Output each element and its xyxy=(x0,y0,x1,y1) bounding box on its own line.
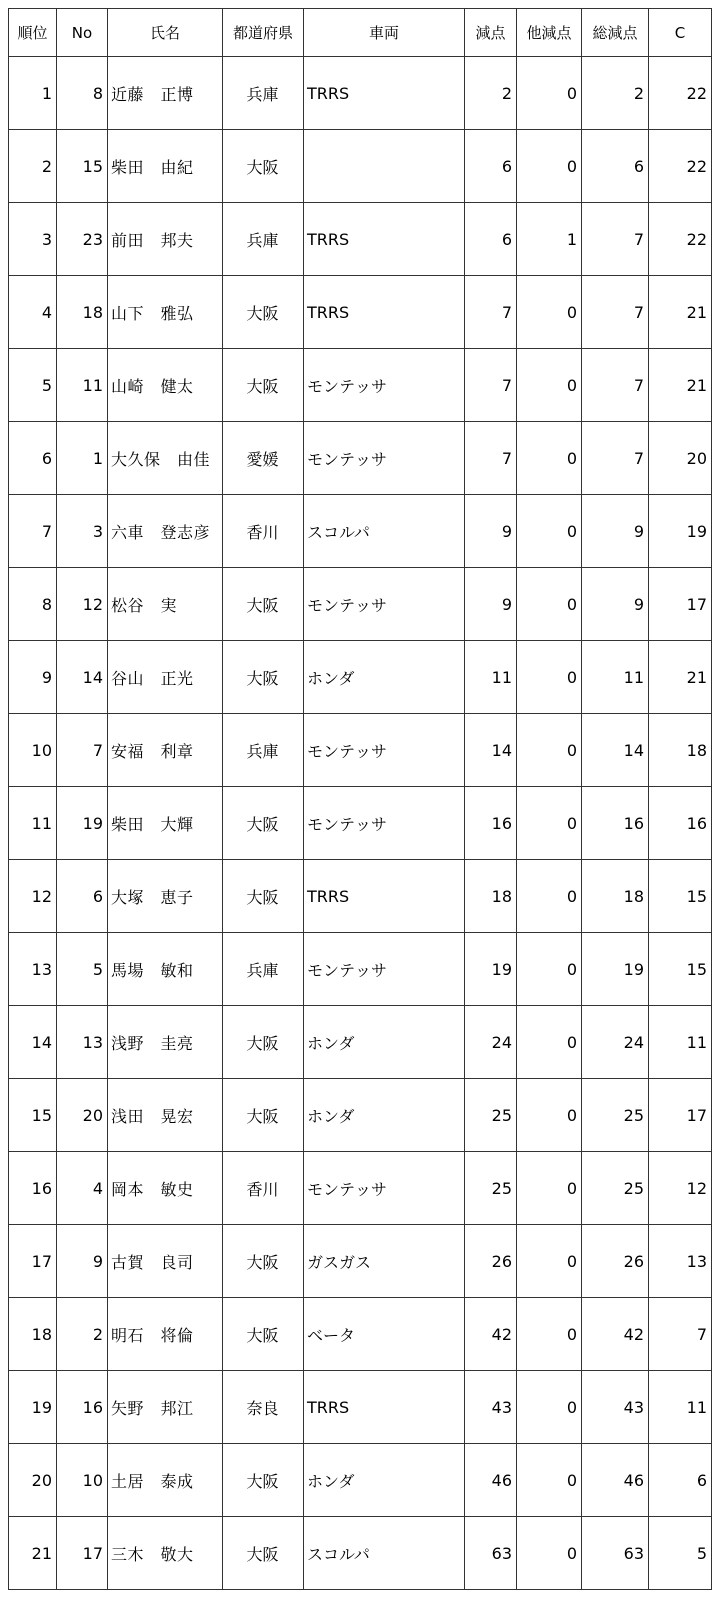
cell-rank: 8 xyxy=(9,568,57,641)
cell-rank: 16 xyxy=(9,1152,57,1225)
cell-deduction: 14 xyxy=(465,714,517,787)
cell-total-deduction: 7 xyxy=(582,203,649,276)
cell-other-deduction: 0 xyxy=(517,495,582,568)
cell-c: 18 xyxy=(649,714,712,787)
header-other-deduction: 他減点 xyxy=(517,9,582,57)
table-body xyxy=(9,57,712,1590)
table-row xyxy=(9,1225,712,1298)
table-row xyxy=(9,787,712,860)
table-row xyxy=(9,568,712,641)
cell-total-deduction: 19 xyxy=(582,933,649,1006)
cell-rank: 18 xyxy=(9,1298,57,1371)
table-header xyxy=(9,9,712,57)
cell-rank: 6 xyxy=(9,422,57,495)
cell-name: 谷山 正光 xyxy=(108,641,223,714)
cell-prefecture: 兵庫 xyxy=(223,714,304,787)
cell-name: 柴田 大輝 xyxy=(108,787,223,860)
table-row xyxy=(9,1444,712,1517)
cell-deduction: 25 xyxy=(465,1079,517,1152)
cell-rank: 7 xyxy=(9,495,57,568)
cell-deduction: 63 xyxy=(465,1517,517,1590)
cell-no: 14 xyxy=(57,641,108,714)
cell-rank: 17 xyxy=(9,1225,57,1298)
cell-bike: モンテッサ xyxy=(304,349,465,422)
cell-c: 22 xyxy=(649,57,712,130)
cell-bike: TRRS xyxy=(304,203,465,276)
cell-bike: ガスガス xyxy=(304,1225,465,1298)
cell-name: 柴田 由紀 xyxy=(108,130,223,203)
cell-bike: TRRS xyxy=(304,57,465,130)
table-row xyxy=(9,276,712,349)
cell-name: 古賀 良司 xyxy=(108,1225,223,1298)
cell-prefecture: 兵庫 xyxy=(223,203,304,276)
cell-no: 3 xyxy=(57,495,108,568)
cell-total-deduction: 46 xyxy=(582,1444,649,1517)
cell-c: 16 xyxy=(649,787,712,860)
cell-no: 2 xyxy=(57,1298,108,1371)
cell-bike: モンテッサ xyxy=(304,1152,465,1225)
cell-name: 大塚 恵子 xyxy=(108,860,223,933)
cell-other-deduction: 0 xyxy=(517,714,582,787)
cell-c: 5 xyxy=(649,1517,712,1590)
cell-c: 20 xyxy=(649,422,712,495)
cell-name: 土居 泰成 xyxy=(108,1444,223,1517)
cell-other-deduction: 0 xyxy=(517,1225,582,1298)
cell-prefecture: 愛媛 xyxy=(223,422,304,495)
cell-bike: ホンダ xyxy=(304,1079,465,1152)
cell-rank: 13 xyxy=(9,933,57,1006)
table-row xyxy=(9,130,712,203)
cell-prefecture: 香川 xyxy=(223,1152,304,1225)
cell-deduction: 16 xyxy=(465,787,517,860)
cell-other-deduction: 0 xyxy=(517,1371,582,1444)
table-row xyxy=(9,933,712,1006)
cell-c: 12 xyxy=(649,1152,712,1225)
cell-other-deduction: 0 xyxy=(517,568,582,641)
cell-total-deduction: 42 xyxy=(582,1298,649,1371)
cell-prefecture: 大阪 xyxy=(223,568,304,641)
cell-rank: 15 xyxy=(9,1079,57,1152)
cell-deduction: 46 xyxy=(465,1444,517,1517)
cell-other-deduction: 0 xyxy=(517,641,582,714)
cell-deduction: 2 xyxy=(465,57,517,130)
cell-bike: スコルパ xyxy=(304,1517,465,1590)
cell-rank: 9 xyxy=(9,641,57,714)
cell-prefecture: 大阪 xyxy=(223,349,304,422)
cell-bike: ホンダ xyxy=(304,1444,465,1517)
cell-deduction: 7 xyxy=(465,422,517,495)
cell-name: 矢野 邦江 xyxy=(108,1371,223,1444)
cell-total-deduction: 63 xyxy=(582,1517,649,1590)
cell-no: 10 xyxy=(57,1444,108,1517)
cell-rank: 5 xyxy=(9,349,57,422)
cell-name: 山崎 健太 xyxy=(108,349,223,422)
cell-no: 9 xyxy=(57,1225,108,1298)
cell-prefecture: 大阪 xyxy=(223,1225,304,1298)
cell-other-deduction: 1 xyxy=(517,203,582,276)
cell-total-deduction: 25 xyxy=(582,1152,649,1225)
cell-deduction: 11 xyxy=(465,641,517,714)
header-bike: 車両 xyxy=(304,9,465,57)
cell-deduction: 7 xyxy=(465,349,517,422)
table-row xyxy=(9,495,712,568)
header-name: 氏名 xyxy=(108,9,223,57)
cell-prefecture: 大阪 xyxy=(223,641,304,714)
cell-other-deduction: 0 xyxy=(517,276,582,349)
cell-deduction: 6 xyxy=(465,203,517,276)
cell-total-deduction: 14 xyxy=(582,714,649,787)
cell-rank: 19 xyxy=(9,1371,57,1444)
cell-bike: モンテッサ xyxy=(304,714,465,787)
cell-bike: モンテッサ xyxy=(304,568,465,641)
cell-no: 11 xyxy=(57,349,108,422)
cell-deduction: 18 xyxy=(465,860,517,933)
cell-total-deduction: 16 xyxy=(582,787,649,860)
cell-prefecture: 香川 xyxy=(223,495,304,568)
cell-no: 12 xyxy=(57,568,108,641)
table-row xyxy=(9,860,712,933)
cell-deduction: 9 xyxy=(465,495,517,568)
cell-total-deduction: 11 xyxy=(582,641,649,714)
cell-bike: TRRS xyxy=(304,860,465,933)
table-row xyxy=(9,714,712,787)
cell-deduction: 6 xyxy=(465,130,517,203)
cell-deduction: 26 xyxy=(465,1225,517,1298)
cell-total-deduction: 25 xyxy=(582,1079,649,1152)
cell-no: 13 xyxy=(57,1006,108,1079)
table-row xyxy=(9,1152,712,1225)
cell-total-deduction: 18 xyxy=(582,860,649,933)
cell-rank: 12 xyxy=(9,860,57,933)
cell-c: 15 xyxy=(649,933,712,1006)
cell-no: 5 xyxy=(57,933,108,1006)
cell-total-deduction: 7 xyxy=(582,276,649,349)
cell-bike: TRRS xyxy=(304,1371,465,1444)
cell-other-deduction: 0 xyxy=(517,933,582,1006)
cell-prefecture: 兵庫 xyxy=(223,933,304,1006)
cell-name: 松谷 実 xyxy=(108,568,223,641)
cell-prefecture: 大阪 xyxy=(223,1079,304,1152)
cell-name: 大久保 由佳 xyxy=(108,422,223,495)
cell-name: 浅田 晃宏 xyxy=(108,1079,223,1152)
cell-rank: 10 xyxy=(9,714,57,787)
cell-c: 21 xyxy=(649,276,712,349)
cell-prefecture: 大阪 xyxy=(223,1444,304,1517)
cell-prefecture: 大阪 xyxy=(223,1298,304,1371)
header-prefecture: 都道府県 xyxy=(223,9,304,57)
cell-no: 8 xyxy=(57,57,108,130)
cell-total-deduction: 2 xyxy=(582,57,649,130)
cell-other-deduction: 0 xyxy=(517,1152,582,1225)
cell-total-deduction: 7 xyxy=(582,422,649,495)
header-rank: 順位 xyxy=(9,9,57,57)
cell-name: 六車 登志彦 xyxy=(108,495,223,568)
cell-total-deduction: 26 xyxy=(582,1225,649,1298)
table-row xyxy=(9,1006,712,1079)
cell-no: 7 xyxy=(57,714,108,787)
cell-no: 1 xyxy=(57,422,108,495)
table-row xyxy=(9,349,712,422)
cell-other-deduction: 0 xyxy=(517,1079,582,1152)
cell-name: 山下 雅弘 xyxy=(108,276,223,349)
cell-prefecture: 大阪 xyxy=(223,130,304,203)
cell-name: 岡本 敏史 xyxy=(108,1152,223,1225)
cell-total-deduction: 24 xyxy=(582,1006,649,1079)
cell-deduction: 19 xyxy=(465,933,517,1006)
cell-rank: 1 xyxy=(9,57,57,130)
cell-other-deduction: 0 xyxy=(517,57,582,130)
cell-bike: スコルパ xyxy=(304,495,465,568)
cell-no: 19 xyxy=(57,787,108,860)
cell-name: 安福 利章 xyxy=(108,714,223,787)
cell-prefecture: 大阪 xyxy=(223,1006,304,1079)
header-total-deduction: 総減点 xyxy=(582,9,649,57)
cell-bike: モンテッサ xyxy=(304,787,465,860)
cell-other-deduction: 0 xyxy=(517,349,582,422)
cell-c: 15 xyxy=(649,860,712,933)
cell-c: 21 xyxy=(649,349,712,422)
cell-deduction: 42 xyxy=(465,1298,517,1371)
cell-deduction: 25 xyxy=(465,1152,517,1225)
cell-bike: TRRS xyxy=(304,276,465,349)
cell-other-deduction: 0 xyxy=(517,130,582,203)
cell-c: 19 xyxy=(649,495,712,568)
cell-other-deduction: 0 xyxy=(517,1444,582,1517)
cell-bike: モンテッサ xyxy=(304,422,465,495)
cell-c: 13 xyxy=(649,1225,712,1298)
cell-bike: ベータ xyxy=(304,1298,465,1371)
cell-no: 16 xyxy=(57,1371,108,1444)
header-deduction: 減点 xyxy=(465,9,517,57)
cell-other-deduction: 0 xyxy=(517,1006,582,1079)
cell-rank: 2 xyxy=(9,130,57,203)
cell-name: 明石 将倫 xyxy=(108,1298,223,1371)
cell-other-deduction: 0 xyxy=(517,860,582,933)
cell-other-deduction: 0 xyxy=(517,422,582,495)
cell-no: 6 xyxy=(57,860,108,933)
cell-prefecture: 兵庫 xyxy=(223,57,304,130)
cell-no: 17 xyxy=(57,1517,108,1590)
table-row xyxy=(9,1298,712,1371)
cell-c: 11 xyxy=(649,1006,712,1079)
cell-rank: 4 xyxy=(9,276,57,349)
cell-total-deduction: 7 xyxy=(582,349,649,422)
cell-c: 17 xyxy=(649,568,712,641)
cell-total-deduction: 9 xyxy=(582,495,649,568)
cell-deduction: 7 xyxy=(465,276,517,349)
results-table xyxy=(8,8,712,1590)
cell-prefecture: 大阪 xyxy=(223,787,304,860)
header-c: C xyxy=(649,9,712,57)
cell-c: 22 xyxy=(649,203,712,276)
cell-no: 18 xyxy=(57,276,108,349)
cell-no: 23 xyxy=(57,203,108,276)
table-row xyxy=(9,1517,712,1590)
table-row xyxy=(9,57,712,130)
cell-prefecture: 大阪 xyxy=(223,860,304,933)
cell-rank: 20 xyxy=(9,1444,57,1517)
cell-total-deduction: 43 xyxy=(582,1371,649,1444)
header-row xyxy=(9,9,712,57)
cell-bike: ホンダ xyxy=(304,641,465,714)
cell-no: 4 xyxy=(57,1152,108,1225)
cell-bike: ホンダ xyxy=(304,1006,465,1079)
cell-total-deduction: 6 xyxy=(582,130,649,203)
cell-bike xyxy=(304,130,465,203)
cell-rank: 14 xyxy=(9,1006,57,1079)
cell-prefecture: 奈良 xyxy=(223,1371,304,1444)
cell-name: 浅野 圭亮 xyxy=(108,1006,223,1079)
cell-prefecture: 大阪 xyxy=(223,1517,304,1590)
cell-prefecture: 大阪 xyxy=(223,276,304,349)
cell-c: 21 xyxy=(649,641,712,714)
cell-deduction: 43 xyxy=(465,1371,517,1444)
cell-rank: 21 xyxy=(9,1517,57,1590)
cell-other-deduction: 0 xyxy=(517,1298,582,1371)
cell-name: 前田 邦夫 xyxy=(108,203,223,276)
cell-c: 11 xyxy=(649,1371,712,1444)
cell-name: 馬場 敏和 xyxy=(108,933,223,1006)
cell-c: 6 xyxy=(649,1444,712,1517)
cell-c: 22 xyxy=(649,130,712,203)
cell-c: 7 xyxy=(649,1298,712,1371)
cell-total-deduction: 9 xyxy=(582,568,649,641)
cell-other-deduction: 0 xyxy=(517,787,582,860)
cell-no: 20 xyxy=(57,1079,108,1152)
cell-rank: 11 xyxy=(9,787,57,860)
header-no: No xyxy=(57,9,108,57)
cell-bike: モンテッサ xyxy=(304,933,465,1006)
cell-other-deduction: 0 xyxy=(517,1517,582,1590)
table-row xyxy=(9,422,712,495)
cell-rank: 3 xyxy=(9,203,57,276)
table-row xyxy=(9,1371,712,1444)
cell-c: 17 xyxy=(649,1079,712,1152)
cell-no: 15 xyxy=(57,130,108,203)
cell-deduction: 9 xyxy=(465,568,517,641)
table-row xyxy=(9,203,712,276)
cell-deduction: 24 xyxy=(465,1006,517,1079)
table-row xyxy=(9,641,712,714)
cell-name: 近藤 正博 xyxy=(108,57,223,130)
table-row xyxy=(9,1079,712,1152)
cell-name: 三木 敬大 xyxy=(108,1517,223,1590)
